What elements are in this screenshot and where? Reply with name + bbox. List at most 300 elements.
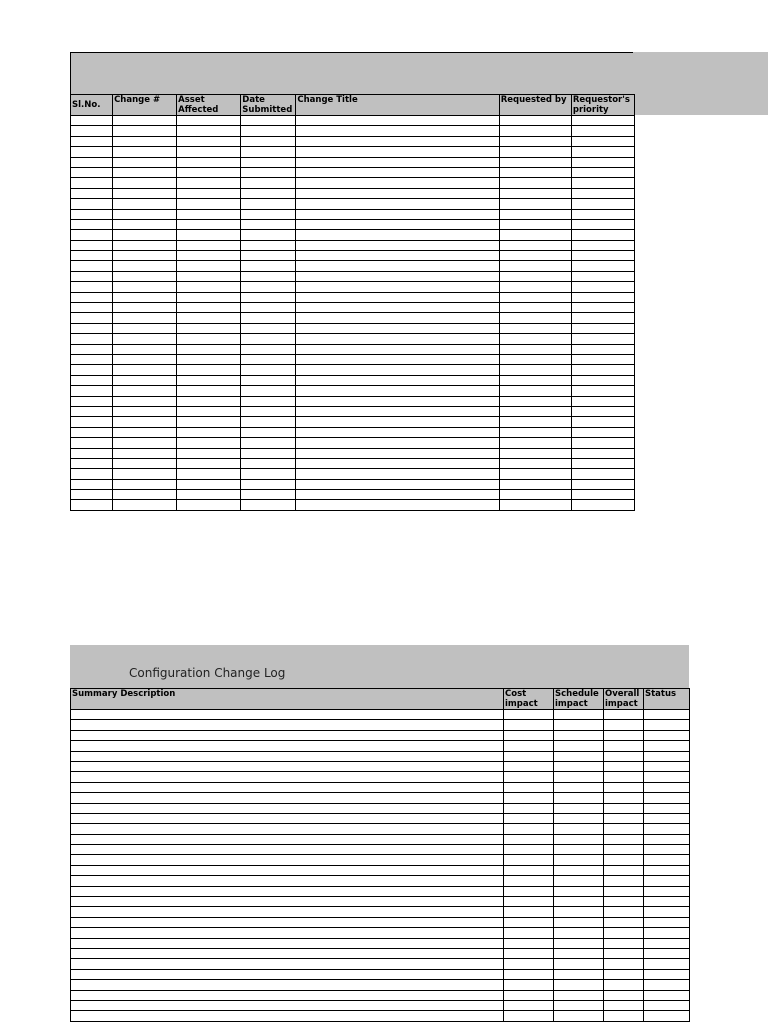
table-cell[interactable] (71, 365, 113, 375)
table-cell[interactable] (113, 427, 177, 437)
table-cell[interactable] (113, 365, 177, 375)
table-cell[interactable] (241, 500, 296, 510)
table-cell[interactable] (113, 500, 177, 510)
table-cell[interactable] (499, 458, 571, 468)
table-cell[interactable] (296, 396, 499, 406)
table-cell[interactable] (177, 490, 241, 500)
table-cell[interactable] (571, 396, 634, 406)
table-cell[interactable] (504, 772, 554, 782)
table-cell[interactable] (177, 469, 241, 479)
table-cell[interactable] (71, 897, 504, 907)
table-cell[interactable] (571, 448, 634, 458)
table-cell[interactable] (604, 959, 644, 969)
table-cell[interactable] (177, 271, 241, 281)
table-cell[interactable] (554, 980, 604, 990)
table-cell[interactable] (499, 230, 571, 240)
table-cell[interactable] (499, 199, 571, 209)
table-cell[interactable] (499, 282, 571, 292)
table-cell[interactable] (554, 948, 604, 958)
table-cell[interactable] (296, 375, 499, 385)
table-cell[interactable] (644, 710, 690, 720)
table-cell[interactable] (71, 157, 113, 167)
table-cell[interactable] (241, 479, 296, 489)
table-cell[interactable] (499, 292, 571, 302)
table-cell[interactable] (71, 886, 504, 896)
table-cell[interactable] (604, 845, 644, 855)
table-cell[interactable] (554, 710, 604, 720)
table-cell[interactable] (504, 980, 554, 990)
table-cell[interactable] (644, 876, 690, 886)
table-cell[interactable] (554, 824, 604, 834)
table-cell[interactable] (644, 793, 690, 803)
table-cell[interactable] (71, 938, 504, 948)
table-cell[interactable] (241, 438, 296, 448)
table-cell[interactable] (644, 720, 690, 730)
table-cell[interactable] (499, 261, 571, 271)
table-cell[interactable] (604, 917, 644, 927)
table-cell[interactable] (499, 271, 571, 281)
table-cell[interactable] (71, 876, 504, 886)
column-header-date-submitted[interactable]: Date Submitted (241, 95, 296, 116)
column-header-status[interactable]: Status (644, 689, 690, 710)
table-cell[interactable] (504, 710, 554, 720)
table-cell[interactable] (644, 865, 690, 875)
table-cell[interactable] (241, 178, 296, 188)
table-cell[interactable] (554, 772, 604, 782)
table-cell[interactable] (296, 147, 499, 157)
table-cell[interactable] (113, 438, 177, 448)
table-cell[interactable] (499, 354, 571, 364)
table-cell[interactable] (177, 417, 241, 427)
table-cell[interactable] (113, 334, 177, 344)
table-cell[interactable] (71, 782, 504, 792)
table-cell[interactable] (571, 375, 634, 385)
table-cell[interactable] (499, 417, 571, 427)
table-cell[interactable] (241, 188, 296, 198)
table-cell[interactable] (113, 178, 177, 188)
table-cell[interactable] (554, 886, 604, 896)
table-cell[interactable] (504, 793, 554, 803)
table-cell[interactable] (504, 897, 554, 907)
table-cell[interactable] (604, 793, 644, 803)
table-cell[interactable] (571, 240, 634, 250)
table-cell[interactable] (177, 354, 241, 364)
table-cell[interactable] (571, 178, 634, 188)
table-cell[interactable] (71, 490, 113, 500)
table-cell[interactable] (499, 219, 571, 229)
table-cell[interactable] (571, 344, 634, 354)
table-cell[interactable] (604, 938, 644, 948)
table-cell[interactable] (296, 344, 499, 354)
table-cell[interactable] (504, 917, 554, 927)
table-cell[interactable] (604, 803, 644, 813)
table-cell[interactable] (71, 907, 504, 917)
table-cell[interactable] (241, 251, 296, 261)
table-cell[interactable] (571, 427, 634, 437)
table-cell[interactable] (499, 375, 571, 385)
table-cell[interactable] (499, 136, 571, 146)
table-cell[interactable] (241, 313, 296, 323)
column-header-summary-description[interactable]: Summary Description (71, 689, 504, 710)
table-cell[interactable] (571, 167, 634, 177)
table-cell[interactable] (571, 157, 634, 167)
table-cell[interactable] (71, 917, 504, 927)
table-cell[interactable] (71, 375, 113, 385)
column-header-change-title[interactable]: Change Title (296, 95, 499, 116)
table-cell[interactable] (644, 834, 690, 844)
table-cell[interactable] (604, 865, 644, 875)
table-cell[interactable] (296, 157, 499, 167)
table-cell[interactable] (296, 292, 499, 302)
column-header-cost-impact[interactable]: Cost impact (504, 689, 554, 710)
table-cell[interactable] (554, 917, 604, 927)
table-cell[interactable] (499, 469, 571, 479)
table-cell[interactable] (499, 251, 571, 261)
table-cell[interactable] (296, 323, 499, 333)
table-cell[interactable] (499, 406, 571, 416)
table-cell[interactable] (644, 845, 690, 855)
table-cell[interactable] (113, 157, 177, 167)
table-cell[interactable] (296, 230, 499, 240)
table-cell[interactable] (71, 136, 113, 146)
column-header-asset-affected[interactable]: Asset Affected (177, 95, 241, 116)
table-cell[interactable] (71, 500, 113, 510)
table-cell[interactable] (504, 876, 554, 886)
table-cell[interactable] (499, 313, 571, 323)
table-cell[interactable] (604, 1011, 644, 1021)
table-cell[interactable] (504, 751, 554, 761)
table-cell[interactable] (554, 969, 604, 979)
table-cell[interactable] (499, 490, 571, 500)
table-cell[interactable] (296, 406, 499, 416)
table-cell[interactable] (499, 365, 571, 375)
table-cell[interactable] (241, 386, 296, 396)
table-cell[interactable] (113, 188, 177, 198)
table-cell[interactable] (71, 751, 504, 761)
table-cell[interactable] (604, 751, 644, 761)
table-cell[interactable] (71, 969, 504, 979)
table-cell[interactable] (241, 427, 296, 437)
table-cell[interactable] (177, 292, 241, 302)
table-cell[interactable] (499, 209, 571, 219)
table-cell[interactable] (241, 126, 296, 136)
table-cell[interactable] (241, 292, 296, 302)
table-cell[interactable] (504, 855, 554, 865)
table-cell[interactable] (571, 417, 634, 427)
table-cell[interactable] (571, 188, 634, 198)
table-cell[interactable] (113, 219, 177, 229)
table-cell[interactable] (504, 928, 554, 938)
table-cell[interactable] (71, 271, 113, 281)
table-cell[interactable] (71, 865, 504, 875)
table-cell[interactable] (504, 741, 554, 751)
table-cell[interactable] (554, 845, 604, 855)
table-cell[interactable] (604, 897, 644, 907)
table-cell[interactable] (71, 396, 113, 406)
table-cell[interactable] (554, 990, 604, 1000)
table-cell[interactable] (241, 230, 296, 240)
table-cell[interactable] (296, 417, 499, 427)
table-cell[interactable] (571, 199, 634, 209)
table-cell[interactable] (571, 147, 634, 157)
table-cell[interactable] (554, 803, 604, 813)
table-cell[interactable] (241, 219, 296, 229)
table-cell[interactable] (71, 334, 113, 344)
table-cell[interactable] (177, 458, 241, 468)
table-cell[interactable] (241, 375, 296, 385)
table-cell[interactable] (296, 490, 499, 500)
table-cell[interactable] (604, 834, 644, 844)
table-cell[interactable] (604, 772, 644, 782)
table-cell[interactable] (71, 720, 504, 730)
table-cell[interactable] (499, 157, 571, 167)
table-cell[interactable] (554, 741, 604, 751)
table-cell[interactable] (604, 813, 644, 823)
table-cell[interactable] (241, 490, 296, 500)
table-cell[interactable] (644, 928, 690, 938)
table-cell[interactable] (571, 126, 634, 136)
table-cell[interactable] (554, 876, 604, 886)
table-cell[interactable] (571, 354, 634, 364)
table-cell[interactable] (499, 240, 571, 250)
table-cell[interactable] (571, 479, 634, 489)
table-cell[interactable] (571, 261, 634, 271)
table-cell[interactable] (571, 386, 634, 396)
table-cell[interactable] (296, 427, 499, 437)
table-cell[interactable] (644, 897, 690, 907)
table-cell[interactable] (241, 167, 296, 177)
table-cell[interactable] (554, 761, 604, 771)
table-cell[interactable] (604, 741, 644, 751)
table-cell[interactable] (177, 334, 241, 344)
table-cell[interactable] (499, 448, 571, 458)
table-cell[interactable] (113, 251, 177, 261)
table-cell[interactable] (296, 313, 499, 323)
column-header-overall-impact[interactable]: Overall impact (604, 689, 644, 710)
table-cell[interactable] (499, 438, 571, 448)
table-cell[interactable] (296, 469, 499, 479)
table-cell[interactable] (571, 282, 634, 292)
table-cell[interactable] (571, 334, 634, 344)
table-cell[interactable] (71, 188, 113, 198)
table-cell[interactable] (113, 396, 177, 406)
column-header-schedule-impact[interactable]: Schedule impact (554, 689, 604, 710)
table-cell[interactable] (71, 469, 113, 479)
table-cell[interactable] (644, 772, 690, 782)
table-cell[interactable] (71, 813, 504, 823)
table-cell[interactable] (296, 116, 499, 126)
table-cell[interactable] (604, 710, 644, 720)
table-cell[interactable] (241, 334, 296, 344)
table-cell[interactable] (177, 313, 241, 323)
table-cell[interactable] (504, 907, 554, 917)
table-cell[interactable] (604, 928, 644, 938)
table-cell[interactable] (296, 199, 499, 209)
table-cell[interactable] (499, 334, 571, 344)
table-cell[interactable] (644, 917, 690, 927)
table-cell[interactable] (554, 1000, 604, 1010)
table-cell[interactable] (571, 271, 634, 281)
table-cell[interactable] (71, 323, 113, 333)
table-cell[interactable] (71, 793, 504, 803)
table-cell[interactable] (504, 824, 554, 834)
table-cell[interactable] (71, 438, 113, 448)
table-cell[interactable] (71, 354, 113, 364)
table-cell[interactable] (604, 761, 644, 771)
column-header-requested-by[interactable]: Requested by (499, 95, 571, 116)
table-cell[interactable] (499, 479, 571, 489)
table-cell[interactable] (644, 855, 690, 865)
table-cell[interactable] (113, 209, 177, 219)
table-cell[interactable] (571, 438, 634, 448)
table-cell[interactable] (177, 116, 241, 126)
table-cell[interactable] (554, 720, 604, 730)
table-cell[interactable] (241, 344, 296, 354)
table-cell[interactable] (296, 178, 499, 188)
table-cell[interactable] (177, 427, 241, 437)
table-cell[interactable] (504, 990, 554, 1000)
table-cell[interactable] (241, 354, 296, 364)
table-cell[interactable] (177, 386, 241, 396)
table-cell[interactable] (571, 292, 634, 302)
table-cell[interactable] (296, 209, 499, 219)
table-cell[interactable] (554, 928, 604, 938)
table-cell[interactable] (71, 928, 504, 938)
table-cell[interactable] (113, 136, 177, 146)
table-cell[interactable] (71, 479, 113, 489)
table-cell[interactable] (113, 490, 177, 500)
table-cell[interactable] (113, 448, 177, 458)
table-cell[interactable] (604, 782, 644, 792)
table-cell[interactable] (241, 406, 296, 416)
table-cell[interactable] (504, 720, 554, 730)
table-cell[interactable] (644, 886, 690, 896)
table-cell[interactable] (71, 990, 504, 1000)
table-cell[interactable] (71, 1011, 504, 1021)
table-cell[interactable] (504, 834, 554, 844)
column-header-change-number[interactable]: Change # (113, 95, 177, 116)
table-cell[interactable] (177, 344, 241, 354)
table-cell[interactable] (554, 782, 604, 792)
table-cell[interactable] (113, 458, 177, 468)
table-cell[interactable] (644, 938, 690, 948)
table-cell[interactable] (554, 1011, 604, 1021)
table-cell[interactable] (554, 751, 604, 761)
table-cell[interactable] (71, 219, 113, 229)
table-cell[interactable] (113, 167, 177, 177)
table-cell[interactable] (241, 136, 296, 146)
table-cell[interactable] (604, 855, 644, 865)
table-cell[interactable] (504, 969, 554, 979)
table-cell[interactable] (504, 782, 554, 792)
table-cell[interactable] (71, 209, 113, 219)
table-cell[interactable] (571, 251, 634, 261)
table-cell[interactable] (499, 427, 571, 437)
table-cell[interactable] (571, 458, 634, 468)
table-cell[interactable] (71, 303, 113, 313)
table-cell[interactable] (71, 261, 113, 271)
table-cell[interactable] (71, 292, 113, 302)
table-cell[interactable] (113, 417, 177, 427)
table-cell[interactable] (604, 969, 644, 979)
table-cell[interactable] (296, 219, 499, 229)
table-cell[interactable] (604, 907, 644, 917)
table-cell[interactable] (177, 375, 241, 385)
table-cell[interactable] (71, 855, 504, 865)
table-cell[interactable] (296, 303, 499, 313)
table-cell[interactable] (113, 313, 177, 323)
table-cell[interactable] (71, 980, 504, 990)
table-cell[interactable] (241, 458, 296, 468)
table-cell[interactable] (504, 886, 554, 896)
table-cell[interactable] (571, 219, 634, 229)
table-cell[interactable] (177, 126, 241, 136)
table-cell[interactable] (241, 147, 296, 157)
table-cell[interactable] (554, 865, 604, 875)
table-cell[interactable] (241, 157, 296, 167)
table-cell[interactable] (177, 167, 241, 177)
table-cell[interactable] (644, 990, 690, 1000)
table-cell[interactable] (604, 990, 644, 1000)
table-cell[interactable] (177, 157, 241, 167)
table-cell[interactable] (71, 147, 113, 157)
table-cell[interactable] (644, 782, 690, 792)
table-cell[interactable] (177, 230, 241, 240)
table-cell[interactable] (71, 167, 113, 177)
table-cell[interactable] (644, 813, 690, 823)
table-cell[interactable] (644, 751, 690, 761)
table-cell[interactable] (499, 500, 571, 510)
table-cell[interactable] (177, 282, 241, 292)
table-cell[interactable] (177, 500, 241, 510)
table-cell[interactable] (504, 959, 554, 969)
table-cell[interactable] (499, 396, 571, 406)
table-cell[interactable] (554, 855, 604, 865)
table-cell[interactable] (604, 886, 644, 896)
table-cell[interactable] (177, 136, 241, 146)
table-cell[interactable] (113, 282, 177, 292)
table-cell[interactable] (113, 240, 177, 250)
table-cell[interactable] (241, 469, 296, 479)
table-cell[interactable] (113, 303, 177, 313)
table-cell[interactable] (113, 323, 177, 333)
table-cell[interactable] (113, 147, 177, 157)
table-cell[interactable] (71, 834, 504, 844)
table-cell[interactable] (571, 303, 634, 313)
table-cell[interactable] (504, 813, 554, 823)
table-cell[interactable] (113, 479, 177, 489)
table-cell[interactable] (604, 948, 644, 958)
table-cell[interactable] (554, 793, 604, 803)
table-cell[interactable] (71, 178, 113, 188)
table-cell[interactable] (571, 209, 634, 219)
table-cell[interactable] (177, 406, 241, 416)
table-cell[interactable] (604, 730, 644, 740)
table-cell[interactable] (241, 209, 296, 219)
table-cell[interactable] (113, 271, 177, 281)
table-cell[interactable] (504, 730, 554, 740)
table-cell[interactable] (554, 938, 604, 948)
table-cell[interactable] (241, 199, 296, 209)
table-cell[interactable] (177, 251, 241, 261)
table-cell[interactable] (499, 303, 571, 313)
table-cell[interactable] (296, 261, 499, 271)
table-cell[interactable] (113, 406, 177, 416)
table-cell[interactable] (241, 323, 296, 333)
table-cell[interactable] (296, 354, 499, 364)
table-cell[interactable] (644, 824, 690, 834)
table-cell[interactable] (499, 323, 571, 333)
